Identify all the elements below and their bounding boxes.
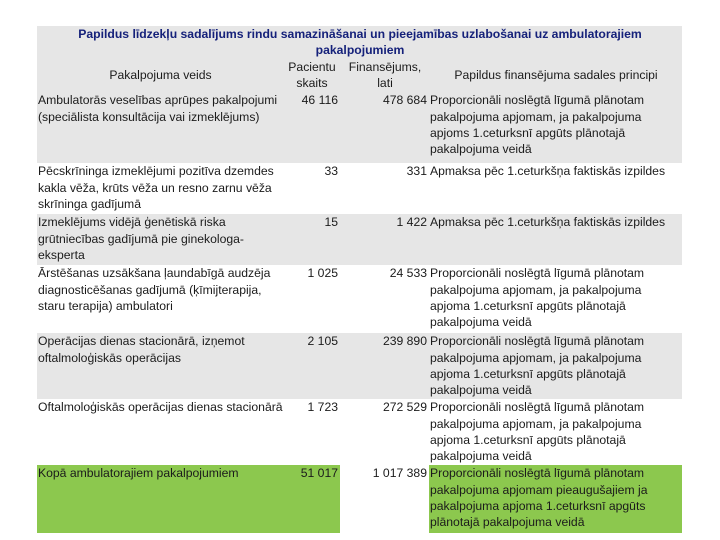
table-row	[37, 265, 682, 333]
principle-cell: Proporcionāli noslēgtā līgumā plānotam pakalpojuma apjomam, ja pakalpojuma apjoma 1.ceturksnī apgūts plānotajā pakalpojuma veidā	[429, 265, 682, 333]
funding-cell: 1 422	[340, 214, 429, 265]
total-funding-cell: 1 017 389	[340, 465, 429, 533]
total-principle-cell: Proporcionāli noslēgtā līgumā plānotam pakalpojuma apjomam pieaugušajiem ja pakalpojuma apjoma 1.ceturksnī apgūts plānotajā pakalpojuma veidā	[429, 465, 682, 533]
funding-cell: 239 890	[340, 333, 429, 399]
header-funding: Finansējums, lati	[340, 58, 429, 92]
table-row	[37, 399, 682, 465]
service-cell: Izmeklējums vidējā ģenētiskā riska grūtniecības gadījumā pie ginekologa-eksperta	[37, 214, 283, 265]
service-cell: Pēcskrīninga izmeklējumi pozitīva dzemdes kakla vēža, krūts vēža un resno zarnu vēža skrīninga gadījumā	[37, 163, 283, 214]
patients-cell: 33	[283, 163, 340, 214]
table-title: Papildus līdzekļu sadalījums rindu samazināšanai un pieejamības uzlabošanai uz ambulatorajiem pakalpojumiem	[37, 26, 682, 58]
total-row	[37, 465, 682, 533]
table-header-row	[37, 58, 682, 92]
total-service-cell: Kopā ambulatorajiem pakalpojumiem	[37, 465, 283, 533]
patients-cell: 1 723	[283, 399, 340, 465]
principle-cell: Proporcionāli noslēgtā līgumā plānotam pakalpojuma apjomam, ja pakalpojuma apjoms 1.ceturksnī apgūts plānotajā pakalpojuma veidā	[429, 92, 682, 163]
service-cell: Ambulatorās veselības aprūpes pakalpojumi (speciālista konsultācija vai izmeklējums)	[37, 92, 283, 163]
patients-cell: 1 025	[283, 265, 340, 333]
header-patients-count: Pacientu skaits	[283, 58, 340, 92]
table-row	[37, 333, 682, 399]
patients-cell: 2 105	[283, 333, 340, 399]
total-patients-cell: 51 017	[283, 465, 340, 533]
principle-cell: Proporcionāli noslēgtā līgumā plānotam pakalpojuma apjomam, ja pakalpojuma apjoma 1.ceturksnī apgūts plānotajā pakalpojuma veidā	[429, 333, 682, 399]
service-cell: Oftalmoloģiskās operācijas dienas stacionārā	[37, 399, 283, 465]
funding-cell: 272 529	[340, 399, 429, 465]
patients-cell: 15	[283, 214, 340, 265]
principle-cell: Apmaksa pēc 1.ceturkšņa faktiskās izpildes	[429, 163, 682, 214]
service-cell: Ārstēšanas uzsākšana ļaundabīgā audzēja diagnosticēšanas gadījumā (ķīmijterapija, staru terapija) ambulatori	[37, 265, 283, 333]
funding-cell: 331	[340, 163, 429, 214]
funding-cell: 478 684	[340, 92, 429, 163]
slide	[37, 26, 682, 534]
principle-cell: Proporcionāli noslēgtā līgumā plānotam pakalpojuma apjomam, ja pakalpojuma apjoma 1.ceturksnī apgūts plānotajā pakalpojuma veidā	[429, 399, 682, 465]
table-title-row	[37, 26, 682, 58]
patients-cell: 46 116	[283, 92, 340, 163]
table-row	[37, 92, 682, 163]
service-cell: Operācijas dienas stacionārā, izņemot oftalmoloģiskās operācijas	[37, 333, 283, 399]
funding-cell: 24 533	[340, 265, 429, 333]
allocation-table	[37, 26, 682, 533]
principle-cell: Apmaksa pēc 1.ceturkšņa faktiskās izpildes	[429, 214, 682, 265]
table-row	[37, 214, 682, 265]
header-service-type: Pakalpojuma veids	[37, 58, 283, 92]
header-principle: Papildus finansējuma sadales principi	[429, 58, 682, 92]
table-row	[37, 163, 682, 214]
